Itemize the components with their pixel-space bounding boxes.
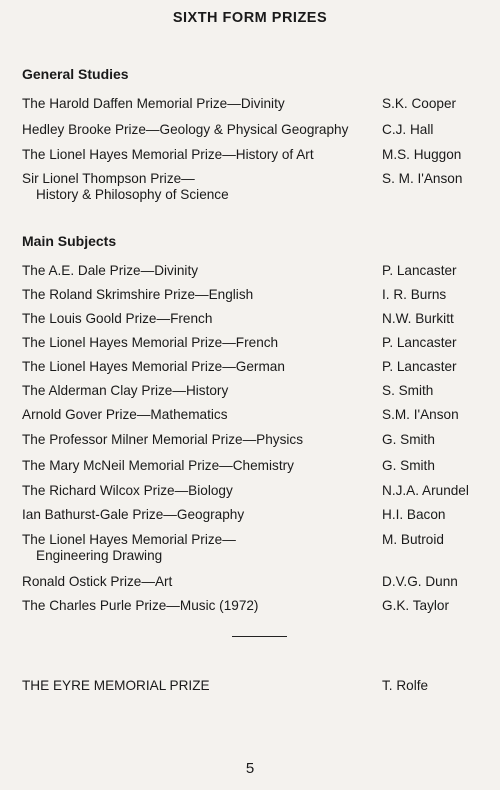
winner-name: H.I. Bacon — [382, 507, 446, 522]
prize-name-line2: Engineering Drawing — [36, 548, 163, 563]
section-heading-general-studies: General Studies — [22, 66, 129, 82]
winner-name: I. R. Burns — [382, 287, 447, 302]
winner-name: G. Smith — [382, 432, 435, 447]
prize-name: The Professor Milner Memorial Prize—Physics — [22, 432, 304, 447]
section-divider — [232, 636, 287, 637]
prize-name: The Alderman Clay Prize—History — [22, 383, 229, 398]
prize-name: The Roland Skrimshire Prize—English — [22, 287, 254, 302]
prize-name: The Richard Wilcox Prize—Biology — [22, 483, 233, 498]
winner-name: G. Smith — [382, 458, 435, 473]
prize-name — [22, 532, 382, 564]
prize-name-line1: The Lionel Hayes Memorial Prize— — [22, 532, 236, 547]
winner-name: D.V.G. Dunn — [382, 574, 458, 589]
winner-name: P. Lancaster — [382, 263, 457, 278]
special-prize-winner: T. Rolfe — [382, 678, 429, 693]
page-title: SIXTH FORM PRIZES — [172, 10, 328, 26]
winner-name: M. Butroid — [382, 532, 444, 547]
winner-name: C.J. Hall — [382, 122, 434, 137]
prize-name: The Mary McNeil Memorial Prize—Chemistry — [22, 458, 294, 473]
prize-name: The Harold Daffen Memorial Prize—Divinity — [22, 96, 285, 111]
page-number: 5 — [245, 760, 255, 777]
prize-name-line2: History & Philosophy of Science — [36, 187, 229, 202]
prize-name: Ronald Ostick Prize—Art — [22, 574, 173, 589]
winner-name: S. M. I'Anson — [382, 171, 463, 186]
winner-name: G.K. Taylor — [382, 598, 449, 613]
winner-name: N.J.A. Arundel — [382, 483, 469, 498]
prize-row — [22, 171, 492, 203]
prize-name: The Lionel Hayes Memorial Prize—German — [22, 359, 285, 374]
prize-name: The A.E. Dale Prize—Divinity — [22, 263, 199, 278]
winner-name: S. Smith — [382, 383, 434, 398]
prize-name: Hedley Brooke Prize—Geology & Physical Geography — [22, 122, 349, 137]
prize-name: The Charles Purle Prize—Music (1972) — [22, 598, 259, 613]
winner-name: M.S. Huggon — [382, 147, 462, 162]
prize-name: The Louis Goold Prize—French — [22, 311, 213, 326]
prize-name — [22, 171, 382, 203]
winner-name: P. Lancaster — [382, 335, 457, 350]
section-heading-main-subjects: Main Subjects — [22, 233, 117, 249]
winner-name: P. Lancaster — [382, 359, 457, 374]
prize-name: The Lionel Hayes Memorial Prize—French — [22, 335, 279, 350]
prize-row — [22, 532, 492, 564]
winner-name: S.K. Cooper — [382, 96, 457, 111]
prize-name: The Lionel Hayes Memorial Prize—History of Art — [22, 147, 314, 162]
winner-name: S.M. I'Anson — [382, 407, 459, 422]
prize-name: Arnold Gover Prize—Mathematics — [22, 407, 228, 422]
winner-name: N.W. Burkitt — [382, 311, 454, 326]
special-prize-name: THE EYRE MEMORIAL PRIZE — [22, 678, 210, 693]
prize-name-line1: Sir Lionel Thompson Prize— — [22, 171, 195, 186]
prize-name: Ian Bathurst-Gale Prize—Geography — [22, 507, 245, 522]
